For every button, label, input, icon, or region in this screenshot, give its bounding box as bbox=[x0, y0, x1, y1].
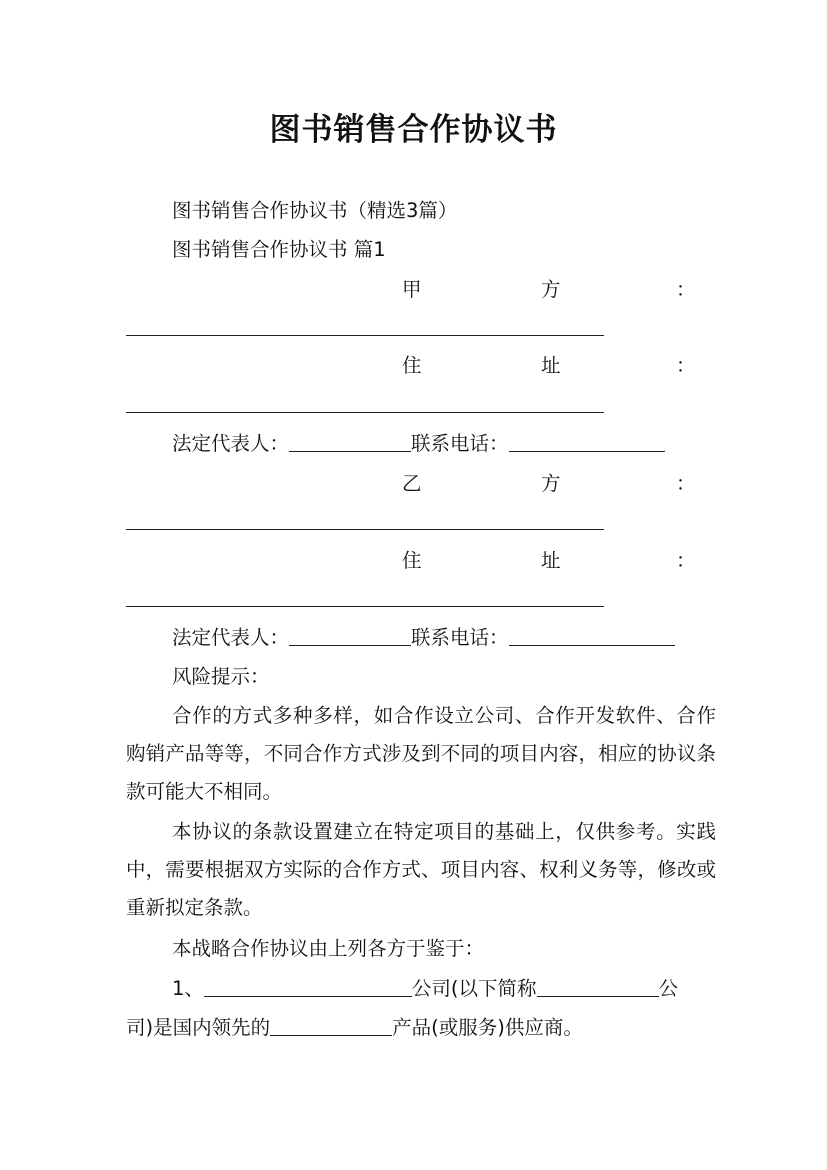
item-1-blank-company bbox=[204, 978, 412, 997]
addr-a-char2: 址 bbox=[541, 354, 561, 377]
phone-label-a: 联系电话： bbox=[411, 432, 509, 455]
item-1-line-1 bbox=[172, 977, 762, 1001]
addr-a-colon: ： bbox=[676, 354, 696, 377]
document-title: 图书销售合作协议书 bbox=[269, 112, 558, 148]
addr-a-char1: 住 bbox=[402, 354, 422, 377]
party-b-char2: 方 bbox=[541, 472, 561, 495]
item-1-text-1: 公司(以下简称 bbox=[411, 977, 537, 1000]
paragraph-2: 本协议的条款设置建立在特定项目的基础上，仅供参考。实践中，需要根据双方实际的合作方式、项目内容、权利义务等，修改或重新拟定条款。 bbox=[126, 820, 716, 919]
paragraph-1: 合作的方式多种多样，如合作设立公司、合作开发软件、合作购销产品等等，不同合作方式涉及到不同的项目内容，相应的协议条款可能大不相同。 bbox=[126, 704, 716, 803]
party-a-char1: 甲 bbox=[402, 278, 422, 301]
rep-blank-a bbox=[289, 433, 411, 452]
item-1-number: 1、 bbox=[172, 977, 204, 1000]
phone-label-b: 联系电话： bbox=[411, 626, 509, 649]
rep-line-a bbox=[172, 432, 762, 456]
addr-b-char2: 址 bbox=[541, 549, 561, 572]
party-a-colon: ： bbox=[676, 278, 696, 301]
party-a-fill-line bbox=[126, 335, 604, 336]
party-a-char2: 方 bbox=[541, 278, 561, 301]
item-1-line-2 bbox=[126, 1016, 716, 1040]
party-b-fill-line bbox=[126, 529, 604, 530]
rep-label-a: 法定代表人： bbox=[172, 432, 290, 455]
addr-a-fill-line bbox=[126, 412, 604, 413]
addr-b-char1: 住 bbox=[402, 549, 422, 572]
item-1-blank-short bbox=[537, 978, 659, 997]
addr-b-fill-line bbox=[126, 606, 604, 607]
section-heading: 图书销售合作协议书 篇1 bbox=[172, 238, 386, 261]
rep-blank-b bbox=[289, 627, 411, 646]
phone-blank-b bbox=[509, 627, 675, 646]
party-b-colon: ： bbox=[676, 472, 696, 495]
rep-label-b: 法定代表人： bbox=[172, 626, 290, 649]
risk-title: 风险提示： bbox=[172, 665, 270, 688]
item-1-blank-product bbox=[270, 1017, 392, 1036]
item-1-text-4: 产品(或服务)供应商。 bbox=[392, 1016, 583, 1039]
rep-line-b bbox=[172, 626, 762, 650]
paragraph-3: 本战略合作协议由上列各方于鉴于： bbox=[172, 937, 485, 960]
party-b-char1: 乙 bbox=[402, 472, 422, 495]
document-subtitle: 图书销售合作协议书（精选3篇） bbox=[172, 199, 458, 222]
item-1-text-3: 司)是国内领先的 bbox=[126, 1016, 271, 1039]
addr-b-colon: ： bbox=[676, 549, 696, 572]
item-1-text-2: 公 bbox=[658, 977, 679, 1000]
phone-blank-a bbox=[509, 433, 665, 452]
